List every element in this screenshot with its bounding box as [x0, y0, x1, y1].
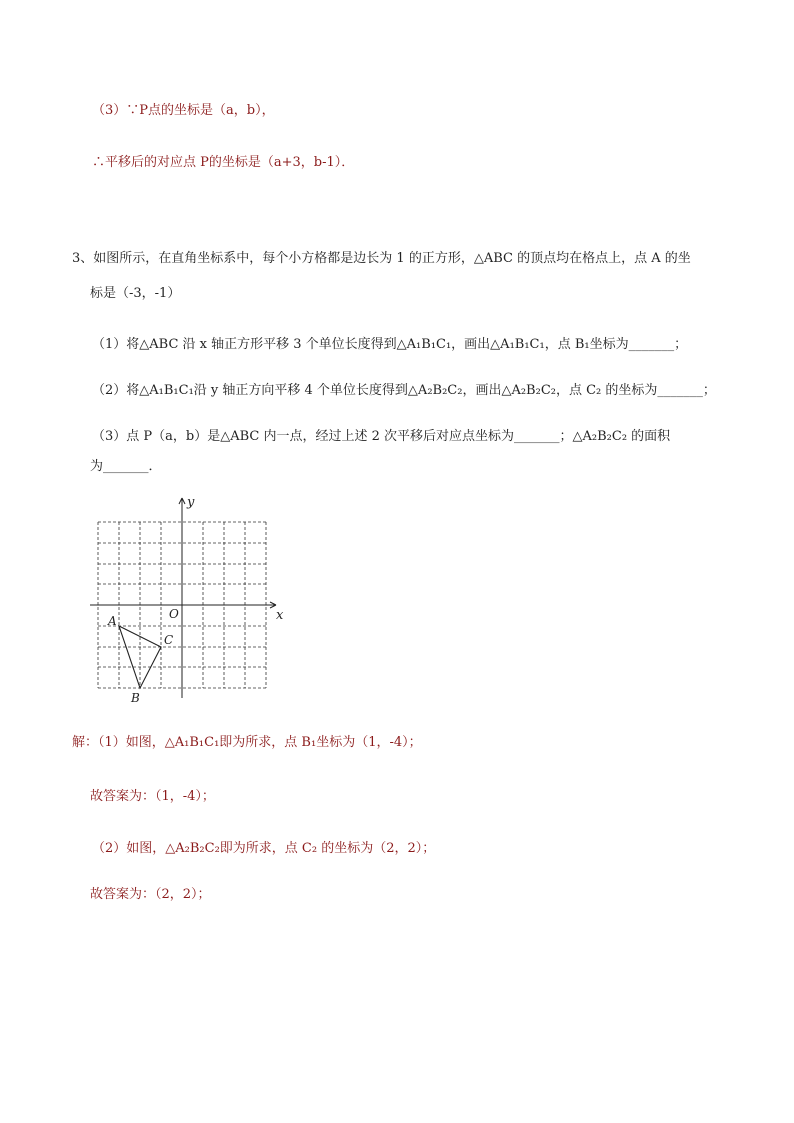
question-2: （2）将△A₁B₁C₁沿 y 轴正方向平移 4 个单位长度得到△A₂B₂C₂，画出△A₂B₂C₂，点 C₂ 的坐标为_______； [92, 383, 716, 398]
solution-answer1: 故答案为：（1，-4）； [90, 789, 215, 804]
problem3-stem-line2: 标是（-3，-1） [90, 286, 181, 301]
solution-part1: 解：（1）如图，△A₁B₁C₁即为所求，点 B₁坐标为（1，-4）； [72, 735, 422, 750]
vertex-a-label: A [108, 614, 117, 628]
problem3-stem-text: 如图所示，在直角坐标系中，每个小方格都是边长为 1 的正方形，△ABC 的顶点均在格点上，点 A 的坐 [93, 251, 691, 266]
problem3-stem-line1 [72, 250, 691, 268]
question-1: （1）将△ABC 沿 x 轴正方形平移 3 个单位长度得到△A₁B₁C₁，画出△A₁B₁C₁，点 B₁坐标为_______； [92, 337, 688, 352]
prev-part3-line1: （3）∵P点的坐标是（a，b）， [92, 103, 275, 118]
solution-part2: （2）如图，△A₂B₂C₂即为所求，点 C₂ 的坐标为（2，2）； [92, 841, 436, 856]
problem3-number: 3、 [72, 251, 94, 266]
question-3-line2: 为_______． [90, 459, 162, 474]
coordinate-grid-figure [88, 494, 298, 706]
prev-part3-line2: ∴平移后的对应点 P的坐标是（a+3，b-1）． [92, 155, 355, 170]
vertex-c-label: C [164, 633, 174, 647]
origin-label: O [169, 607, 179, 621]
solution-answer2: 故答案为：（2，2）； [90, 887, 211, 902]
question-3-line1: （3）点 P（a，b）是△ABC 内一点，经过上述 2 次平移后对应点坐标为_______；△A₂B₂C₂ 的面积 [92, 429, 671, 444]
vertex-b-label: B [131, 691, 140, 705]
y-axis-label: y [187, 495, 195, 510]
x-axis-label: x [276, 608, 284, 623]
